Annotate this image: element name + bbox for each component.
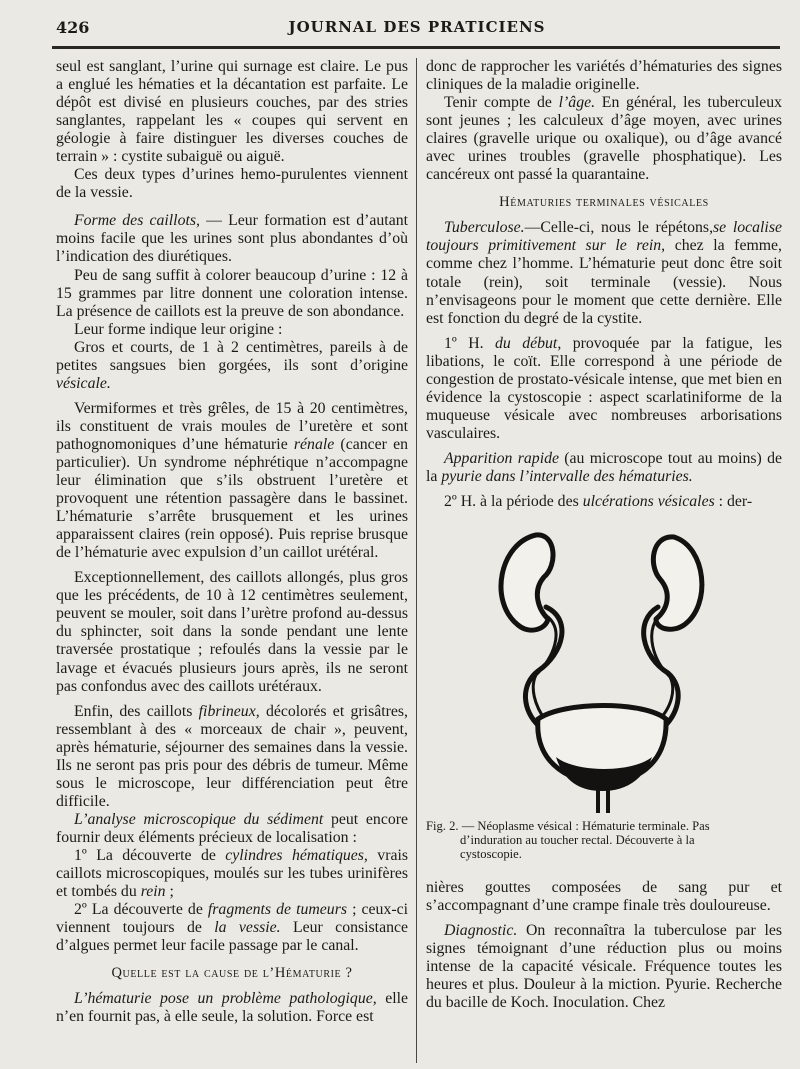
paragraph: 1º La découverte de cylindres hématiques, vrais caillots microscopiques, moulés sur les tubes urinifères et tombés du rein ; bbox=[56, 846, 408, 901]
paragraph: seul est sanglant, l’urine qui surnage est claire. Le pus a englué les hématies et la décantation est parfaite. Le dépôt est divisé en plusieurs couches, par des stries sanglantes, rappelant les « coupes qui servent en géologie à faire distinguer les diverses couches de terrain » : cystite subaiguë ou aiguë. bbox=[56, 58, 408, 166]
right-ureter-inner bbox=[652, 617, 673, 721]
paragraph: donc de rapprocher les variétés d’hématuries des signes cliniques de la maladie originelle. bbox=[426, 58, 782, 94]
paragraph: 1º H. du début, provoquée par la fatigue, les libations, le coït. Elle correspond à une période de congestion de prostato-vésicale intense, que met bien en évidence la cystoscopie : aspect scarlatiniforme de la muqueuse vésicale avec nombreuses arborisations vasculaires. bbox=[426, 334, 782, 442]
caption-line: cystoscopie. bbox=[460, 847, 522, 862]
paragraph: Peu de sang suffit à colorer beaucoup d’urine : 12 à 15 grammes par litre donnent une coloration intense. La présence de caillots est la preuve de son abondance. bbox=[56, 266, 408, 320]
figure-urinary-tract bbox=[426, 521, 782, 813]
right-kidney-icon bbox=[653, 537, 702, 629]
paragraph: Enfin, des caillots fibrineux, décolorés et grisâtres, ressemblant à des « morceaux de chair », peuvent, après hématurie, séjourner des semaines dans la vessie. Ils ne seront pas pris pour des débris de tumeur. Même sous le microscope, leur différenciation peut être difficile. bbox=[56, 702, 408, 810]
paragraph: 2º La découverte de fragments de tumeurs ; ceux-ci viennent toujours de la vessie. Leur consistance d’algues permet leur facile passage par le canal. bbox=[56, 901, 408, 955]
caption-line: Fig. 2. — Néoplasme vésical : Hématurie terminale. Pas bbox=[426, 819, 710, 834]
paragraph: Vermiformes et très grêles, de 15 à 20 centimètres, ils constituent de vrais moules de l’uretère et sont pathognomoniques d’une hématurie rénale (cancer en particulier). Un syndrome néphrétique n’accompagne leur élimination que s’ils obstruent l’uretère et provoquent une rétention passagère dans le bassinet. L’hématurie s’arrête brusquement et les urines apparaissent claires (rein opposé). Puis reprise brusque de l’hématurie avec expulsion d’un caillot urétéral. bbox=[56, 399, 408, 562]
spacer bbox=[426, 861, 782, 879]
right-column bbox=[426, 58, 782, 1012]
paragraph: L’hématurie pose un problème pathologique, elle n’en fournit pas, à elle seule, la solution. Force est bbox=[56, 990, 409, 1026]
paragraph: Diagnostic. On reconnaîtra la tuberculose par les signes témoignant d’une réduction plus ou moins intense de la capacité vésicale. Fréquence toutes les heures et plus. Douleur à la miction. Pyurie. Recherche du bacille de Koch. Inoculation. Chez bbox=[426, 922, 782, 1012]
paragraph: Ces deux types d’urines hemo-purulentes viennent de la vessie. bbox=[56, 166, 408, 202]
paragraph: Tenir compte de l’âge. En général, les tuberculeux sont jeunes ; les calculeux d’âge moyen, avec urines claires (gravelle urique ou oxalique), ou d’âge avancé avec urines troubles (gravelle phosphatique). Les cancéreux ont passé la quarantaine. bbox=[426, 94, 783, 184]
paragraph: Gros et courts, de 1 à 2 centimètres, pareils à de petites sangsues bien gorgées, ils sont d’origine vésicale. bbox=[56, 338, 408, 392]
paragraph: Forme des caillots, — Leur formation est d’autant moins facile que les urines sont plus abondantes d’où l’indication des diurétiques. bbox=[56, 212, 408, 266]
column-divider bbox=[416, 58, 417, 1063]
header-rule bbox=[52, 46, 780, 49]
page-header bbox=[56, 18, 778, 40]
section-title: Forme des caillots, bbox=[74, 212, 200, 230]
paragraph: Leur forme indique leur origine : bbox=[74, 320, 283, 338]
paragraph: 2º H. à la période des ulcérations vésicales : der- bbox=[444, 493, 753, 511]
caption-line: d’induration au toucher rectal. Découverte à la bbox=[460, 833, 695, 848]
page-number: 426 bbox=[56, 18, 90, 37]
paragraph: Tuberculose.—Celle-ci, nous le répétons,se localise toujours primitivement sur le rein, chez la femme, comme chez l’homme. L’hématurie peut donc être soit totale (rein), soit terminale (vessie). Nous n’envisageons pour le moment que cette dernière. Elle est fonction du degré de la cystite. bbox=[426, 219, 782, 327]
figure-caption bbox=[426, 819, 782, 861]
section-heading: Quelle est la cause de l’Hématurie ? bbox=[111, 965, 353, 982]
left-kidney-icon bbox=[501, 535, 553, 630]
paragraph: Apparition rapide (au microscope tout au moins) de la pyurie dans l’intervalle des hématuries. bbox=[426, 449, 782, 485]
section-heading: Hématuries terminales vésicales bbox=[499, 194, 709, 211]
paragraph: nières gouttes composées de sang pur et s’accompagnant d’une crampe finale très douloureuse. bbox=[426, 879, 782, 915]
urethra-left bbox=[596, 787, 600, 813]
paragraph: Exceptionnellement, des caillots allongés, plus gros que les précédents, de 10 à 12 centimètres seulement, peuvent se mouler, soit dans l’urètre profond au-dessus du sphincter, soit dans la sonde pendant une lente traversée prostatique ; refoulés dans la vessie par le lavage et évacués plusieurs jours après, ils ne seront pas confondus avec des caillots urétéraux. bbox=[56, 569, 408, 695]
journal-title: JOURNAL DES PRATICIENS bbox=[288, 18, 546, 36]
paragraph: L’analyse microscopique du sédiment peut encore fournir deux éléments précieux de localisation : bbox=[56, 810, 409, 846]
urinary-tract-illustration bbox=[492, 521, 712, 813]
urethra-right bbox=[606, 787, 610, 813]
left-column bbox=[56, 58, 408, 1026]
